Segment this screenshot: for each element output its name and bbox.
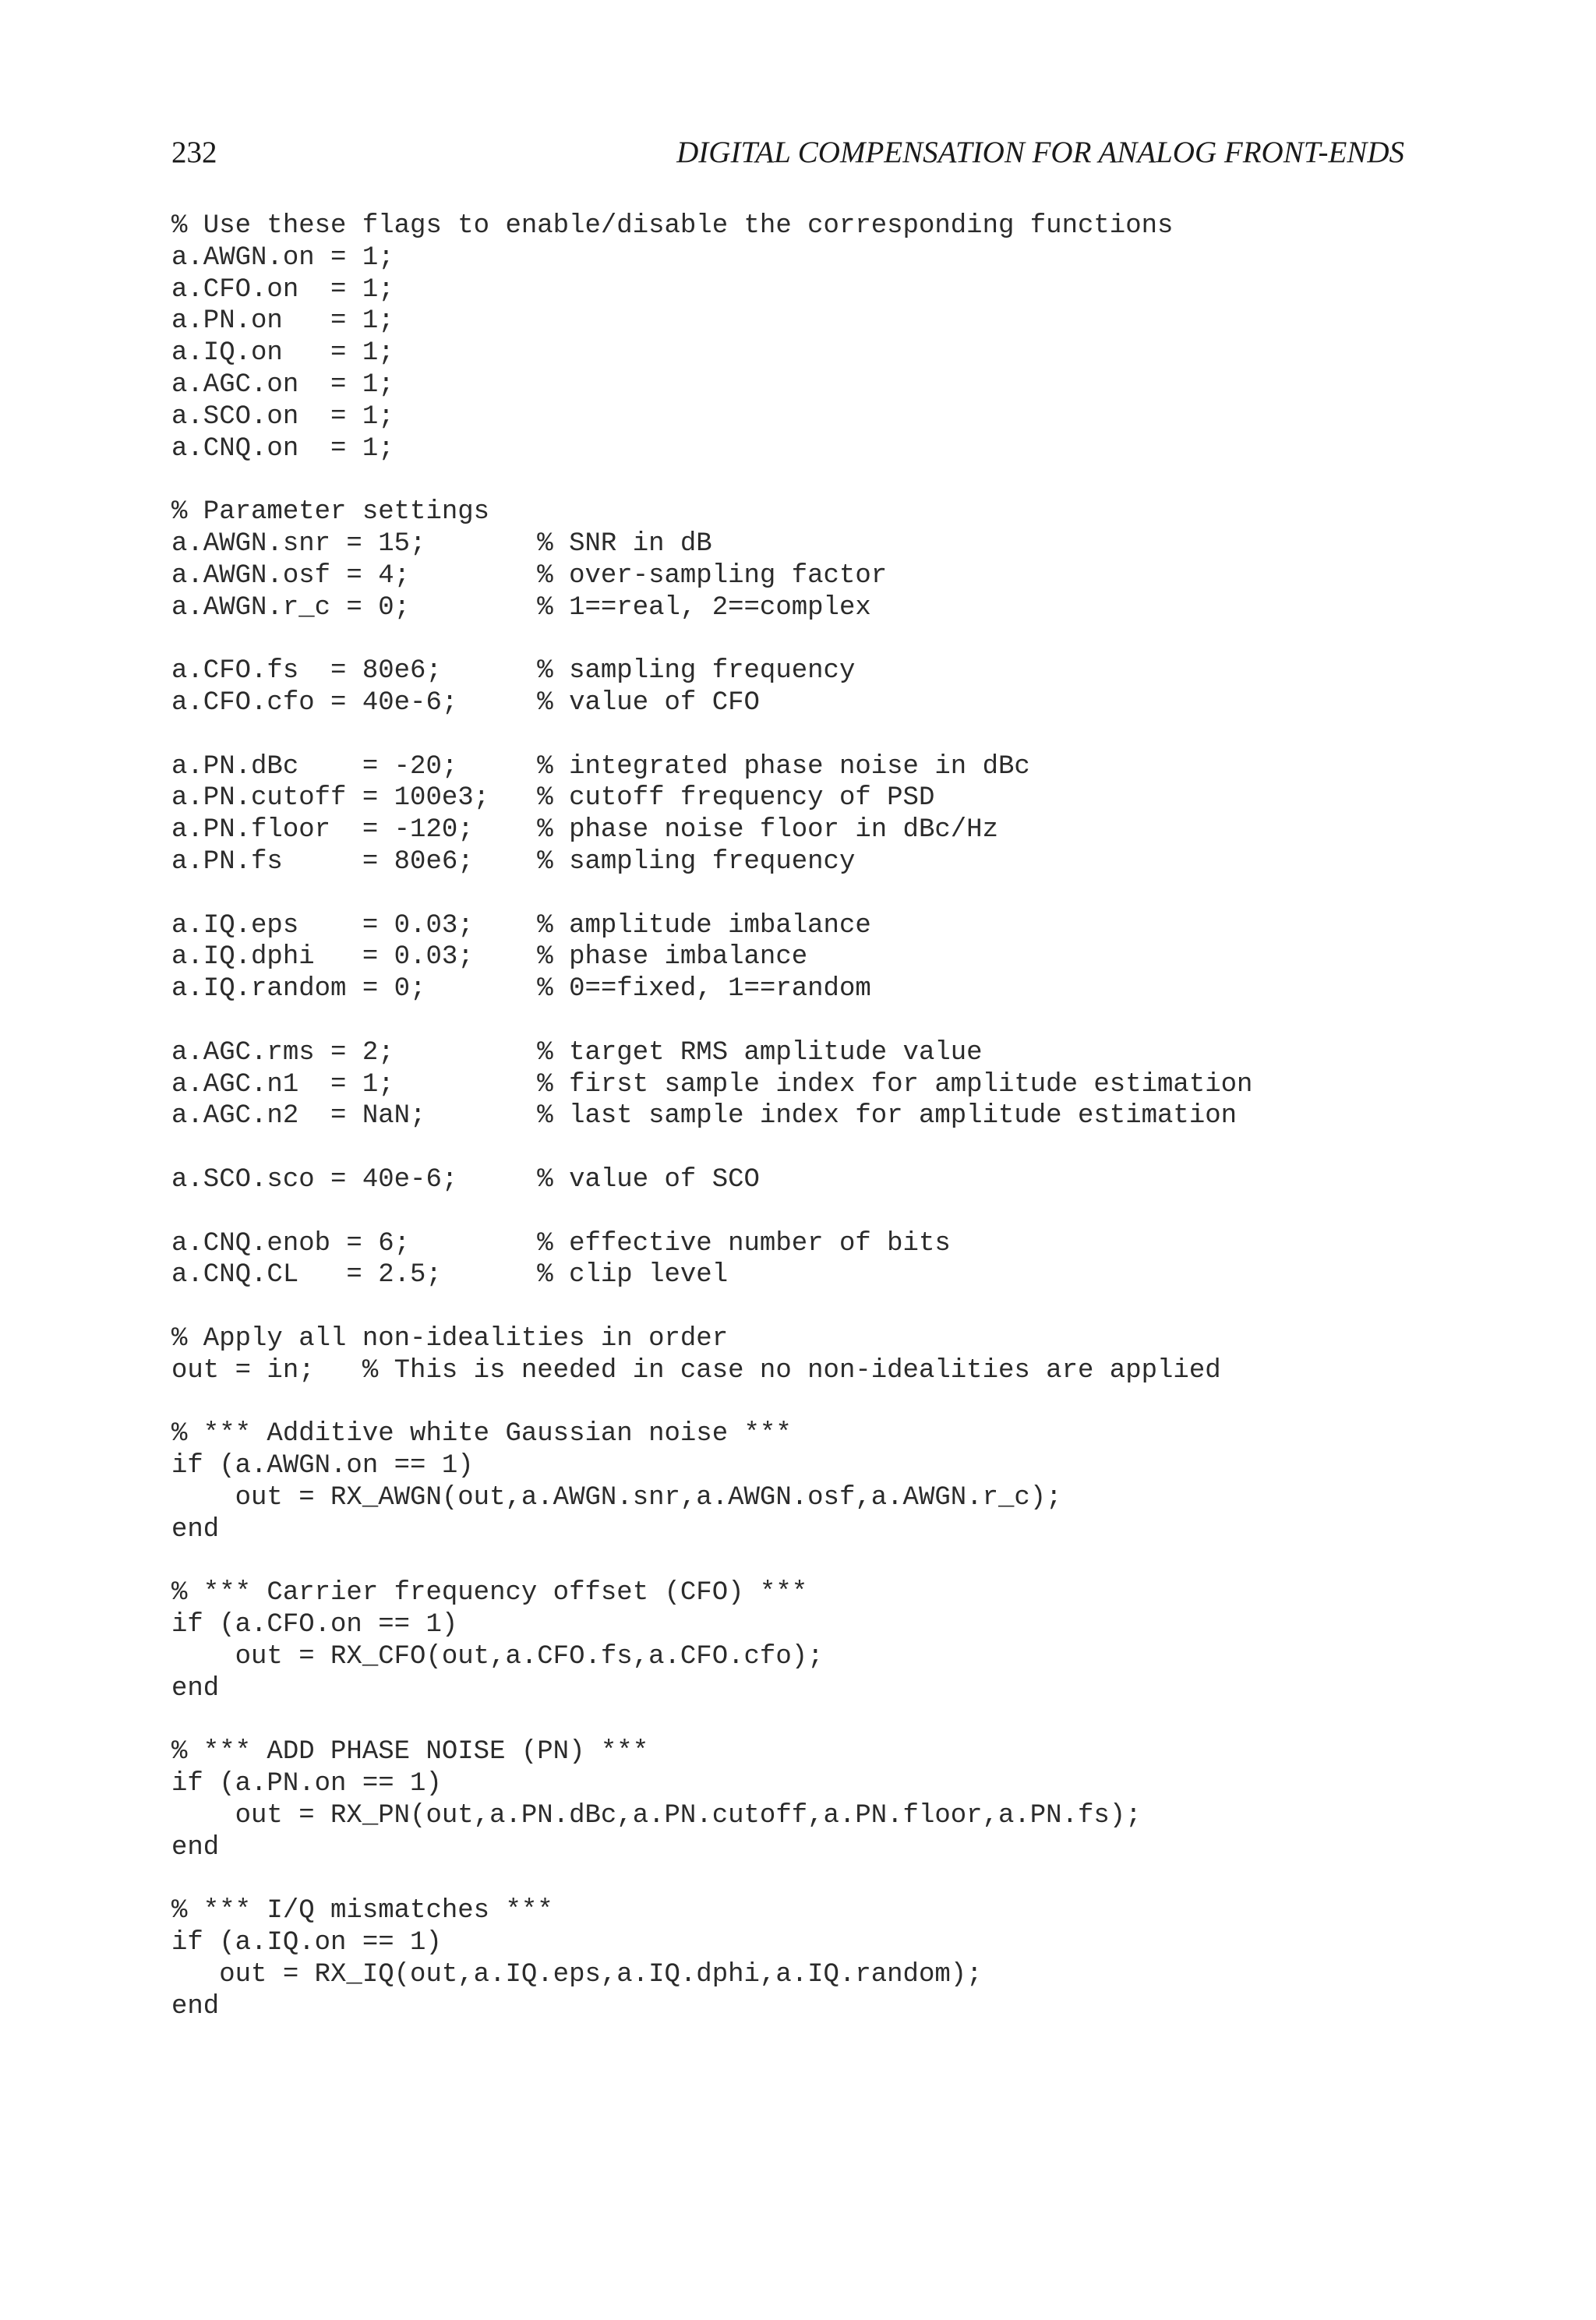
code-line: if (a.PN.on == 1) <box>171 1769 442 1799</box>
code-line <box>171 1291 1496 1323</box>
code-line <box>171 1196 1496 1228</box>
code-line <box>171 878 1496 910</box>
code-line: a.PN.cutoff = 100e3; % cutoff frequency of PSD <box>171 783 935 814</box>
code-line: a.AGC.rms = 2; % target RMS amplitude value <box>171 1037 983 1068</box>
code-line: a.CFO.fs = 80e6; % sampling frequency <box>171 656 856 687</box>
code-line: % Apply all non-idealities in order <box>171 1323 729 1354</box>
code-line: a.AWGN.osf = 4; % over-sampling factor <box>171 560 888 591</box>
code-line <box>171 1704 1496 1736</box>
code-line: out = RX_IQ(out,a.IQ.eps,a.IQ.dphi,a.IQ.random); <box>171 1959 983 1990</box>
code-line <box>171 623 1496 655</box>
code-line: a.AWGN.r_c = 0; % 1==real, 2==complex <box>171 592 871 623</box>
code-line: a.SCO.on = 1; <box>171 401 394 432</box>
code-line <box>171 1386 1496 1418</box>
code-line: a.PN.fs = 80e6; % sampling frequency <box>171 846 856 877</box>
code-line: a.PN.dBc = -20; % integrated phase noise in dBc <box>171 751 1030 782</box>
code-line: % Parameter settings <box>171 497 490 528</box>
code-line: a.PN.on = 1; <box>171 306 394 337</box>
code-line: if (a.CFO.on == 1) <box>171 1610 458 1640</box>
page-number: 232 <box>171 136 217 169</box>
code-line: % *** Additive white Gaussian noise *** <box>171 1419 792 1450</box>
code-line: a.AWGN.on = 1; <box>171 242 394 273</box>
code-line <box>171 1132 1496 1164</box>
code-line: a.IQ.eps = 0.03; % amplitude imbalance <box>171 910 871 941</box>
code-line: a.CNQ.CL = 2.5; % clip level <box>171 1260 729 1291</box>
code-line <box>171 1005 1496 1037</box>
code-line: % *** I/Q mismatches *** <box>171 1896 553 1926</box>
code-line: a.IQ.on = 1; <box>171 338 394 369</box>
code-line: out = RX_PN(out,a.PN.dBc,a.PN.cutoff,a.PN.floor,a.PN.fs); <box>171 1800 1142 1831</box>
code-line: a.CNQ.on = 1; <box>171 433 394 464</box>
code-line <box>171 719 1496 751</box>
code-line: a.CNQ.enob = 6; % effective number of bits <box>171 1228 951 1259</box>
code-line: end <box>171 1832 220 1863</box>
code-line: % Use these flags to enable/disable the corresponding functions <box>171 211 1174 241</box>
code-line: if (a.IQ.on == 1) <box>171 1928 442 1958</box>
code-line: out = RX_AWGN(out,a.AWGN.snr,a.AWGN.osf,a.AWGN.r_c); <box>171 1482 1062 1513</box>
code-line: end <box>171 1514 220 1545</box>
code-line: if (a.AWGN.on == 1) <box>171 1451 474 1481</box>
code-line: out = RX_CFO(out,a.CFO.fs,a.CFO.cfo); <box>171 1641 824 1672</box>
code-line <box>171 464 1496 496</box>
code-line <box>171 1545 1496 1577</box>
code-line: % *** ADD PHASE NOISE (PN) *** <box>171 1737 649 1767</box>
code-listing <box>171 210 1496 2022</box>
code-line: out = in; % This is needed in case no non-idealities are applied <box>171 1355 1221 1386</box>
code-line: a.PN.floor = -120; % phase noise floor in dBc/Hz <box>171 815 998 846</box>
code-line: a.AGC.on = 1; <box>171 369 394 400</box>
code-line: end <box>171 1673 220 1704</box>
code-line: a.AWGN.snr = 15; % SNR in dB <box>171 528 712 559</box>
code-line: a.SCO.sco = 40e-6; % value of SCO <box>171 1164 760 1195</box>
code-line: a.AGC.n2 = NaN; % last sample index for amplitude estimation <box>171 1101 1238 1132</box>
running-title: DIGITAL COMPENSATION FOR ANALOG FRONT-ENDS <box>676 136 1404 169</box>
code-line <box>171 1863 1496 1895</box>
code-line: a.IQ.random = 0; % 0==fixed, 1==random <box>171 974 871 1005</box>
code-line: a.AGC.n1 = 1; % first sample index for amplitude estimation <box>171 1069 1253 1100</box>
code-line: % *** Carrier frequency offset (CFO) *** <box>171 1578 808 1608</box>
code-line: a.IQ.dphi = 0.03; % phase imbalance <box>171 942 808 973</box>
code-line: a.CFO.on = 1; <box>171 274 394 305</box>
code-line: end <box>171 1991 220 2022</box>
code-line: a.CFO.cfo = 40e-6; % value of CFO <box>171 687 760 718</box>
running-header <box>171 129 1404 176</box>
